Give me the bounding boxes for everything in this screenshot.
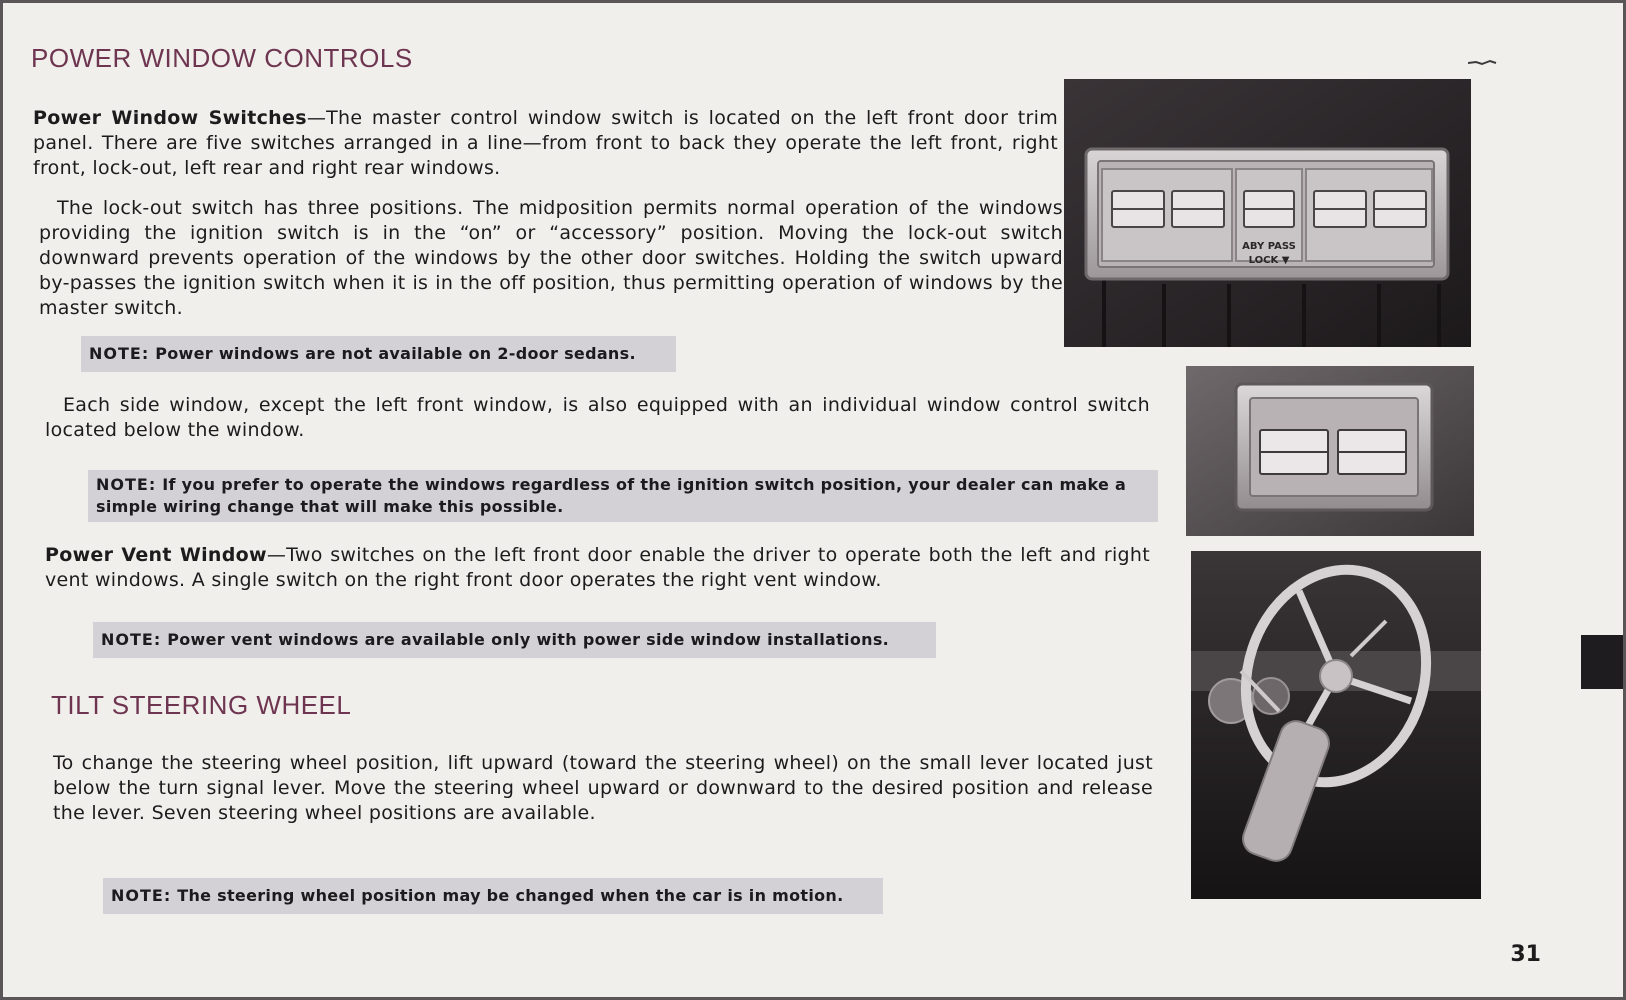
switch-label-bypass: ABY PASS xyxy=(1242,241,1296,252)
note-box-steering-motion xyxy=(103,878,883,914)
paragraph-power-window-switches xyxy=(33,106,1058,181)
note-label: NOTE: xyxy=(89,344,150,363)
note-box-vent-windows xyxy=(93,622,936,658)
master-switch-illustration xyxy=(1064,79,1471,347)
paragraph-power-vent-window xyxy=(45,543,1150,593)
paragraph-tilt-steering: To change the steering wheel position, lift upward (toward the steering wheel) on the small lever located just below the turn signal lever. Move the steering wheel upward or downward to the desired position and release the lever. Seven steering wheel positions are available. xyxy=(53,752,1153,824)
switch-label-lock: LOCK ▼ xyxy=(1248,255,1290,266)
individual-switch-photo xyxy=(1186,366,1474,536)
page-number: 31 xyxy=(1510,942,1541,967)
note-text: Power windows are not available on 2-door sedans. xyxy=(155,344,636,363)
steering-wheel-photo xyxy=(1191,551,1481,899)
master-switch-photo xyxy=(1064,79,1471,347)
paragraph-lock-out-switch: The lock-out switch has three positions. The midposition permits normal operation of the windows providing the ignition switch is in the “on” or “accessory” position. Moving the lock-out switch downward prevents operation of the windows by the other door switches. Holding the switch upward by-passes the ignition switch when it is in the off position, thus permitting operation of windows by the master switch. xyxy=(39,197,1063,319)
note-text: If you prefer to operate the windows regardless of the ignition switch position, your dealer can make a simple wiring change that will make this possible. xyxy=(96,475,1127,516)
run-in-heading-power-vent-window: Power Vent Window xyxy=(45,544,267,566)
section-heading-tilt-steering-wheel: TILT STEERING WHEEL xyxy=(51,690,352,720)
paragraph-individual-switch: Each side window, except the left front window, is also equipped with an individual window control switch located below the window. xyxy=(45,394,1150,441)
manual-page xyxy=(3,3,1623,997)
edge-tab-marker xyxy=(1581,635,1623,689)
note-text: The steering wheel position may be changed when the car is in motion. xyxy=(177,886,844,905)
note-label: NOTE: xyxy=(96,475,157,494)
printer-mark-icon xyxy=(1468,58,1498,68)
note-text: Power vent windows are available only with power side window installations. xyxy=(167,630,890,649)
note-label: NOTE: xyxy=(111,886,172,905)
paragraph-text: —Two switches on the left front door enable the driver to operate both the left and right vent windows. A single switch on the right front door operates the right vent window. xyxy=(45,544,1151,591)
note-label: NOTE: xyxy=(101,630,162,649)
individual-switch-illustration xyxy=(1186,366,1474,536)
steering-wheel-illustration xyxy=(1191,551,1481,899)
section-heading-power-window-controls: POWER WINDOW CONTROLS xyxy=(31,43,413,73)
run-in-heading-power-window-switches: Power Window Switches xyxy=(33,107,307,129)
note-box-wiring-change xyxy=(88,470,1158,522)
note-box-2-door xyxy=(81,336,676,372)
paragraph-text: —The master control window switch is located on the left front door trim panel. There are five switches arranged in a line—from front to back they operate the left front, right front, lock-out, left rear and right rear windows. xyxy=(33,107,1058,179)
